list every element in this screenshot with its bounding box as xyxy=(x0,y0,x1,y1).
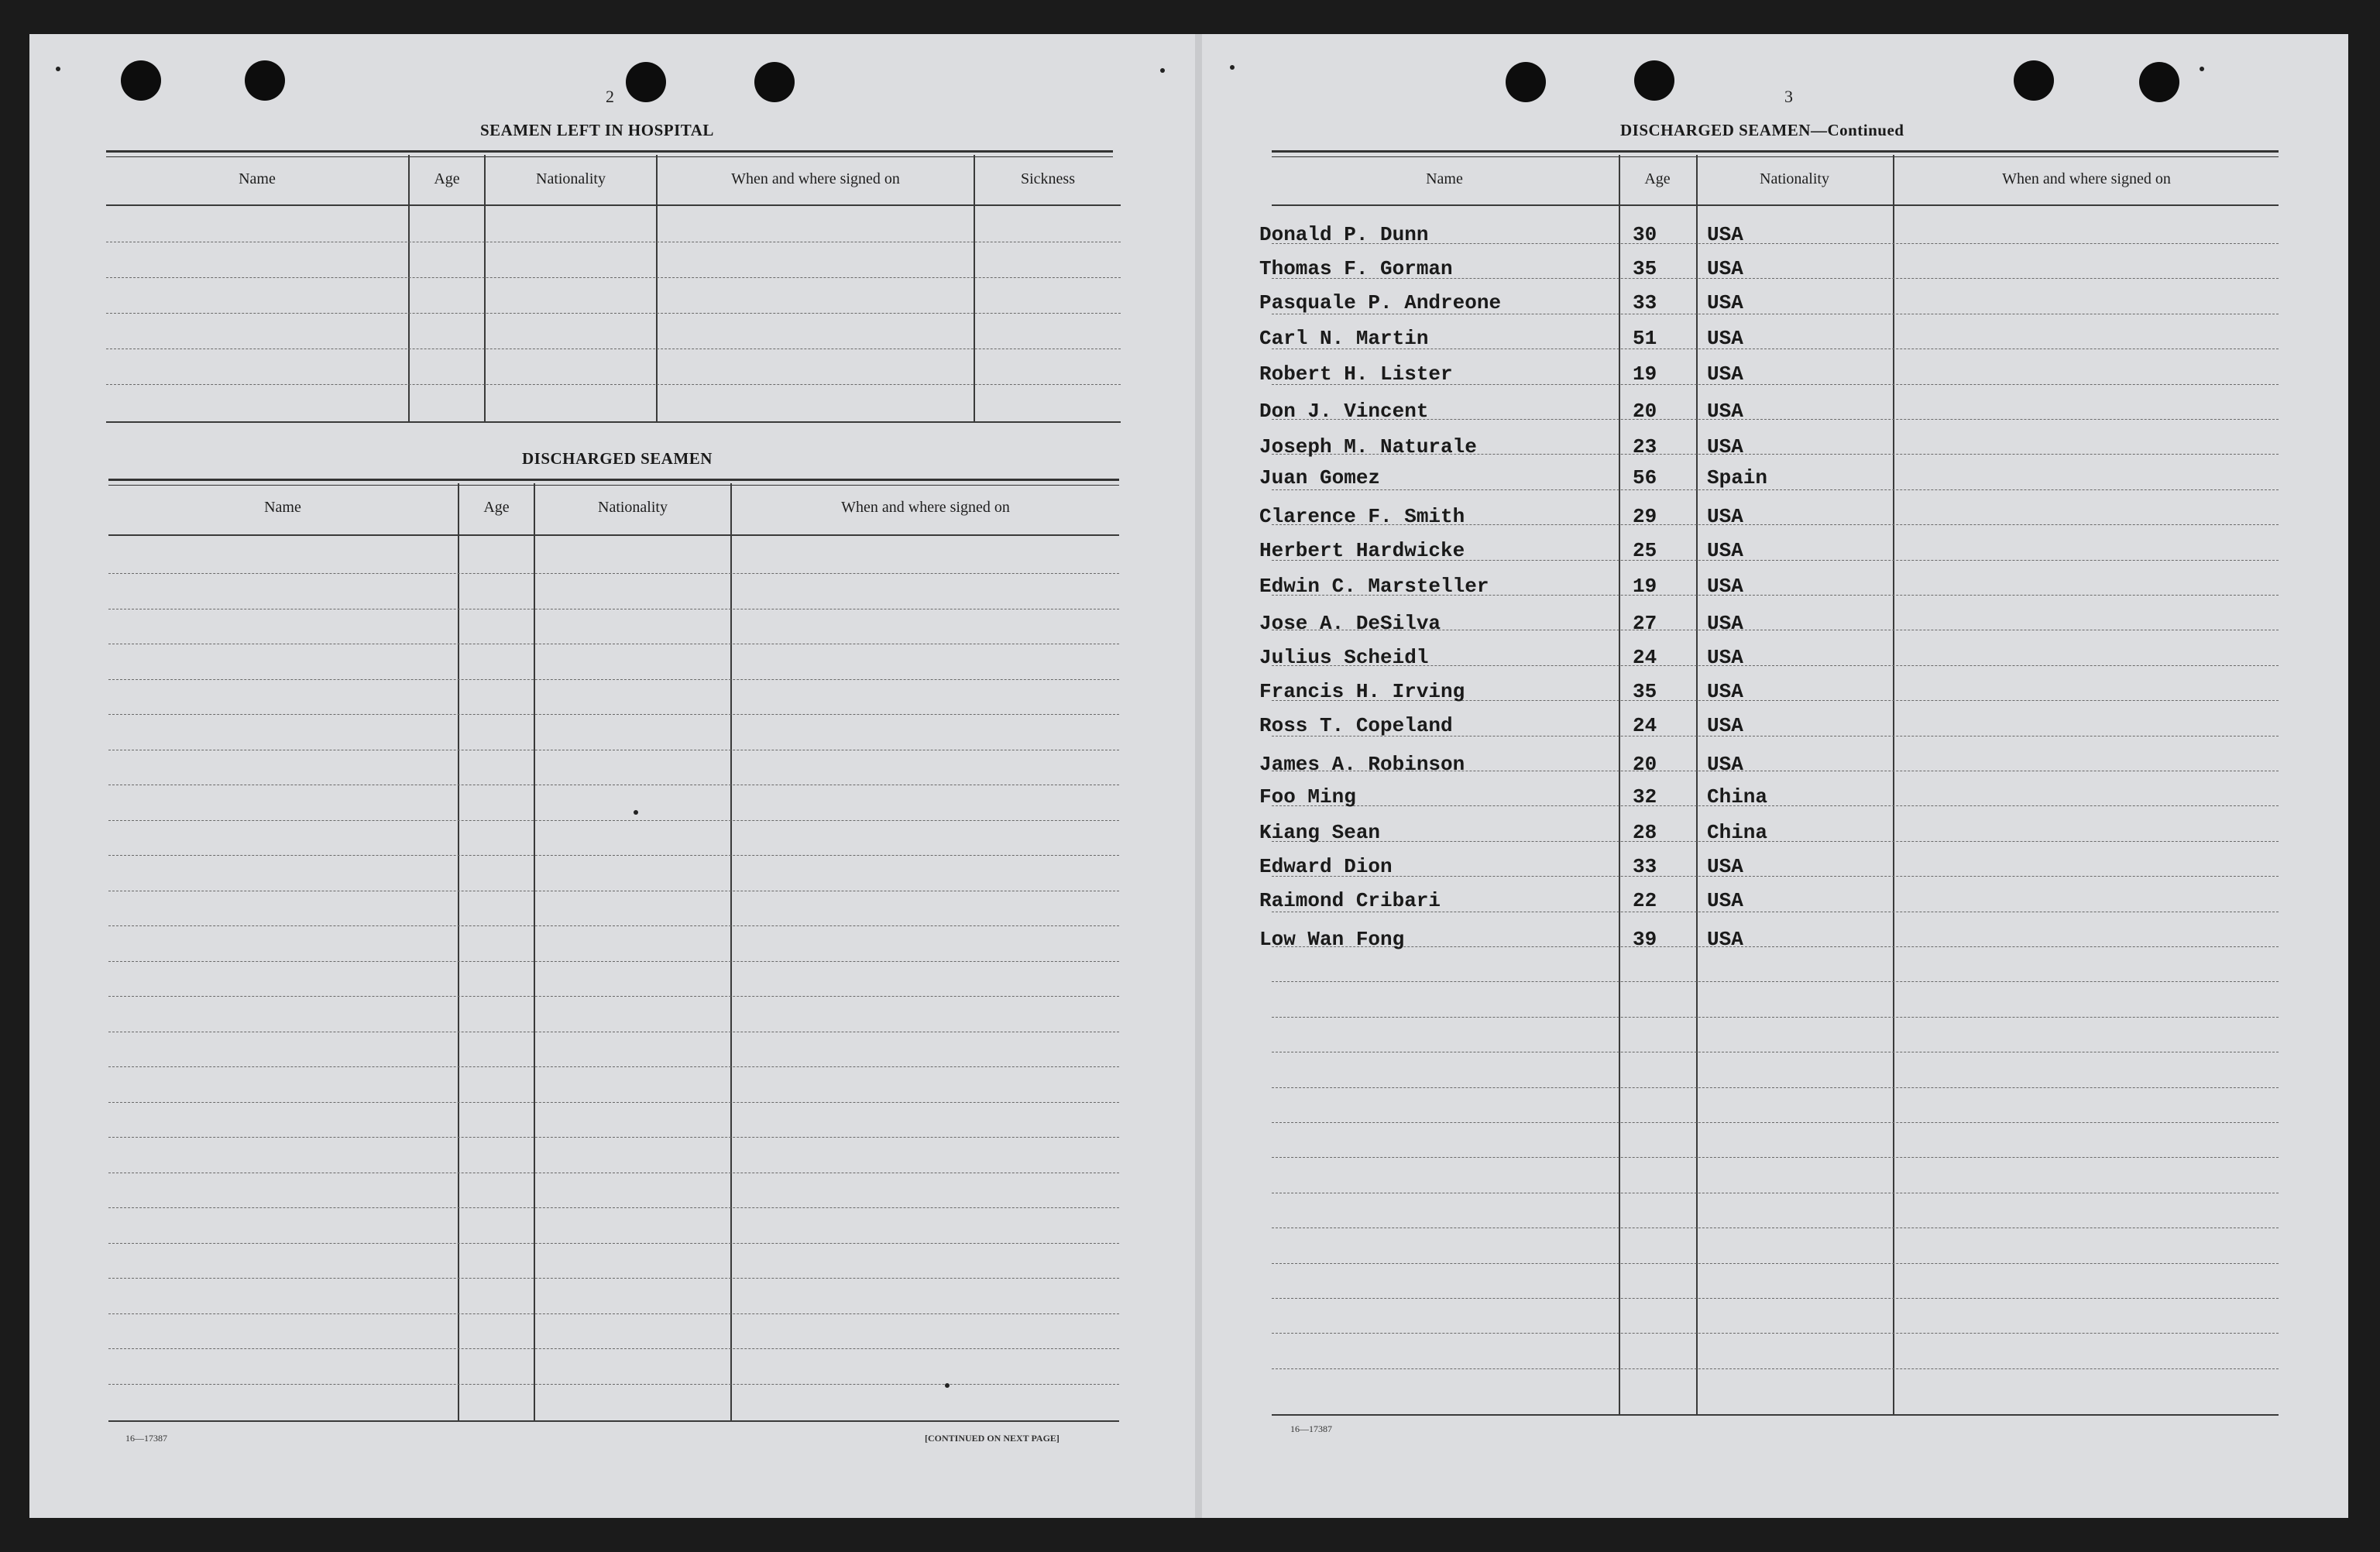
seaman-name: Julius Scheidl xyxy=(1259,646,1429,669)
table-row xyxy=(106,384,1121,385)
seaman-age: 30 xyxy=(1633,223,1657,246)
column-header-nationality: Nationality xyxy=(1760,170,1829,187)
column-header-nationality: Nationality xyxy=(598,499,668,516)
scan-speck xyxy=(945,1383,950,1388)
seaman-name: Ross T. Copeland xyxy=(1259,714,1453,737)
table-row xyxy=(1272,489,2279,490)
seaman-age: 35 xyxy=(1633,680,1657,703)
punch-hole xyxy=(1634,60,1674,101)
column-header-signed-on: When and where signed on xyxy=(2002,170,2171,187)
column-divider xyxy=(484,155,486,423)
table-row xyxy=(106,313,1121,314)
seaman-nationality: USA xyxy=(1707,435,1743,458)
seaman-name: Jose A. DeSilva xyxy=(1259,612,1441,635)
column-divider xyxy=(458,483,459,1422)
seaman-age: 20 xyxy=(1633,753,1657,776)
seaman-nationality: USA xyxy=(1707,680,1743,703)
seaman-age: 39 xyxy=(1633,928,1657,951)
seaman-nationality: USA xyxy=(1707,539,1743,562)
seaman-name: Herbert Hardwicke xyxy=(1259,539,1465,562)
seaman-age: 19 xyxy=(1633,362,1657,386)
seaman-name: Clarence F. Smith xyxy=(1259,505,1465,528)
seaman-name: Robert H. Lister xyxy=(1259,362,1453,386)
table-row xyxy=(108,1278,1119,1279)
seaman-age: 23 xyxy=(1633,435,1657,458)
seaman-name: Juan Gomez xyxy=(1259,466,1381,489)
table-top-rule xyxy=(1272,150,2279,153)
seaman-age: 56 xyxy=(1633,466,1657,489)
table-row xyxy=(108,714,1119,715)
table-row xyxy=(108,1384,1119,1385)
column-divider xyxy=(1619,155,1620,1416)
punch-hole xyxy=(245,60,285,101)
table-row xyxy=(108,1348,1119,1349)
table-row xyxy=(108,925,1119,926)
table-row xyxy=(1272,876,2279,877)
seaman-age: 19 xyxy=(1633,575,1657,598)
header-rule xyxy=(108,534,1119,536)
punch-hole xyxy=(754,62,795,102)
column-divider xyxy=(534,483,535,1422)
seaman-nationality: China xyxy=(1707,821,1768,844)
table-row xyxy=(108,996,1119,997)
column-divider xyxy=(1696,155,1698,1416)
punch-hole xyxy=(2014,60,2054,101)
discharged-continued-title: DISCHARGED SEAMEN—Continued xyxy=(1620,121,1904,139)
punch-hole xyxy=(1506,62,1546,102)
column-header-sickness: Sickness xyxy=(1021,170,1075,187)
table-bottom-rule xyxy=(106,421,1121,423)
punch-hole xyxy=(121,60,161,101)
table-row xyxy=(108,1102,1119,1103)
seaman-name: Kiang Sean xyxy=(1259,821,1381,844)
seaman-nationality: USA xyxy=(1707,928,1743,951)
scan-speck xyxy=(634,810,638,815)
page-number: 3 xyxy=(1784,87,1793,106)
table-row xyxy=(1272,1263,2279,1264)
table-row xyxy=(108,1243,1119,1244)
table-row xyxy=(108,855,1119,856)
table-bottom-rule xyxy=(1272,1414,2279,1416)
table-row xyxy=(1272,981,2279,982)
seaman-nationality: USA xyxy=(1707,400,1743,423)
seaman-name: Don J. Vincent xyxy=(1259,400,1429,423)
seaman-age: 35 xyxy=(1633,257,1657,280)
seaman-age: 24 xyxy=(1633,646,1657,669)
table-row xyxy=(1272,841,2279,842)
seaman-nationality: USA xyxy=(1707,612,1743,635)
seaman-age: 32 xyxy=(1633,785,1657,809)
column-header-name: Name xyxy=(1426,170,1463,187)
scan-speck xyxy=(56,67,60,71)
table-row xyxy=(108,820,1119,821)
seaman-name: Raimond Cribari xyxy=(1259,889,1441,912)
left-page xyxy=(29,34,1195,1518)
table-row xyxy=(1272,946,2279,947)
seaman-age: 51 xyxy=(1633,327,1657,350)
column-divider xyxy=(974,155,975,423)
seaman-age: 33 xyxy=(1633,291,1657,314)
scan-speck xyxy=(1160,68,1165,73)
seaman-nationality: USA xyxy=(1707,505,1743,528)
seaman-name: Francis H. Irving xyxy=(1259,680,1465,703)
table-row xyxy=(1272,1298,2279,1299)
table-row xyxy=(108,1137,1119,1138)
seaman-nationality: China xyxy=(1707,785,1768,809)
seaman-name: Edward Dion xyxy=(1259,855,1393,878)
table-row xyxy=(108,679,1119,680)
page-number: 2 xyxy=(606,87,614,106)
table-row xyxy=(1272,1122,2279,1123)
seaman-name: Thomas F. Gorman xyxy=(1259,257,1453,280)
seaman-age: 22 xyxy=(1633,889,1657,912)
seaman-nationality: USA xyxy=(1707,291,1743,314)
table-row xyxy=(1272,1157,2279,1158)
scan-speck xyxy=(2200,67,2204,71)
table-row xyxy=(108,1066,1119,1067)
seaman-nationality: Spain xyxy=(1707,466,1768,489)
seaman-nationality: USA xyxy=(1707,223,1743,246)
table-row xyxy=(1272,1087,2279,1088)
table-row xyxy=(106,277,1121,278)
table-row xyxy=(108,1313,1119,1314)
table-row xyxy=(108,573,1119,574)
seaman-name: Carl N. Martin xyxy=(1259,327,1429,350)
discharged-section-title: DISCHARGED SEAMEN xyxy=(522,449,713,468)
seaman-age: 33 xyxy=(1633,855,1657,878)
seaman-age: 20 xyxy=(1633,400,1657,423)
column-divider xyxy=(656,155,658,423)
column-divider xyxy=(408,155,410,423)
punch-hole xyxy=(626,62,666,102)
seaman-age: 27 xyxy=(1633,612,1657,635)
header-rule xyxy=(1272,204,2279,206)
seaman-name: Joseph M. Naturale xyxy=(1259,435,1477,458)
seaman-nationality: USA xyxy=(1707,362,1743,386)
seaman-name: James A. Robinson xyxy=(1259,753,1465,776)
seaman-name: Low Wan Fong xyxy=(1259,928,1405,951)
column-header-signed-on: When and where signed on xyxy=(731,170,900,187)
seaman-nationality: USA xyxy=(1707,327,1743,350)
seaman-nationality: USA xyxy=(1707,646,1743,669)
header-rule xyxy=(106,204,1121,206)
column-header-nationality: Nationality xyxy=(536,170,606,187)
column-divider xyxy=(1893,155,1894,1416)
column-header-name: Name xyxy=(239,170,276,187)
seaman-nationality: USA xyxy=(1707,575,1743,598)
seaman-nationality: USA xyxy=(1707,889,1743,912)
column-header-age: Age xyxy=(434,170,460,187)
seaman-age: 24 xyxy=(1633,714,1657,737)
form-number: 16—17387 xyxy=(1290,1423,1332,1434)
column-header-age: Age xyxy=(1644,170,1671,187)
seaman-nationality: USA xyxy=(1707,855,1743,878)
table-row xyxy=(108,1207,1119,1208)
scan-speck xyxy=(1230,65,1235,70)
form-number: 16—17387 xyxy=(125,1433,167,1444)
seaman-name: Foo Ming xyxy=(1259,785,1356,809)
seaman-name: Edwin C. Marsteller xyxy=(1259,575,1489,598)
table-bottom-rule xyxy=(108,1420,1119,1422)
seaman-nationality: USA xyxy=(1707,753,1743,776)
continued-note: [CONTINUED ON NEXT PAGE] xyxy=(925,1433,1059,1444)
seaman-name: Pasquale P. Andreone xyxy=(1259,291,1502,314)
seaman-age: 28 xyxy=(1633,821,1657,844)
punch-hole xyxy=(2139,62,2179,102)
seaman-name: Donald P. Dunn xyxy=(1259,223,1429,246)
seaman-age: 25 xyxy=(1633,539,1657,562)
table-row xyxy=(1272,805,2279,806)
page-spine xyxy=(1195,34,1202,1518)
column-header-age: Age xyxy=(483,499,510,516)
table-top-rule xyxy=(106,150,1113,153)
table-row xyxy=(1272,1333,2279,1334)
table-row xyxy=(1272,1017,2279,1018)
column-header-signed-on: When and where signed on xyxy=(841,499,1010,516)
table-row xyxy=(1272,1368,2279,1369)
seaman-age: 29 xyxy=(1633,505,1657,528)
seaman-nationality: USA xyxy=(1707,714,1743,737)
column-header-name: Name xyxy=(264,499,301,516)
column-divider xyxy=(730,483,732,1422)
seaman-nationality: USA xyxy=(1707,257,1743,280)
table-row xyxy=(108,961,1119,962)
table-top-rule xyxy=(108,479,1119,481)
hospital-section-title: SEAMEN LEFT IN HOSPITAL xyxy=(480,121,714,139)
